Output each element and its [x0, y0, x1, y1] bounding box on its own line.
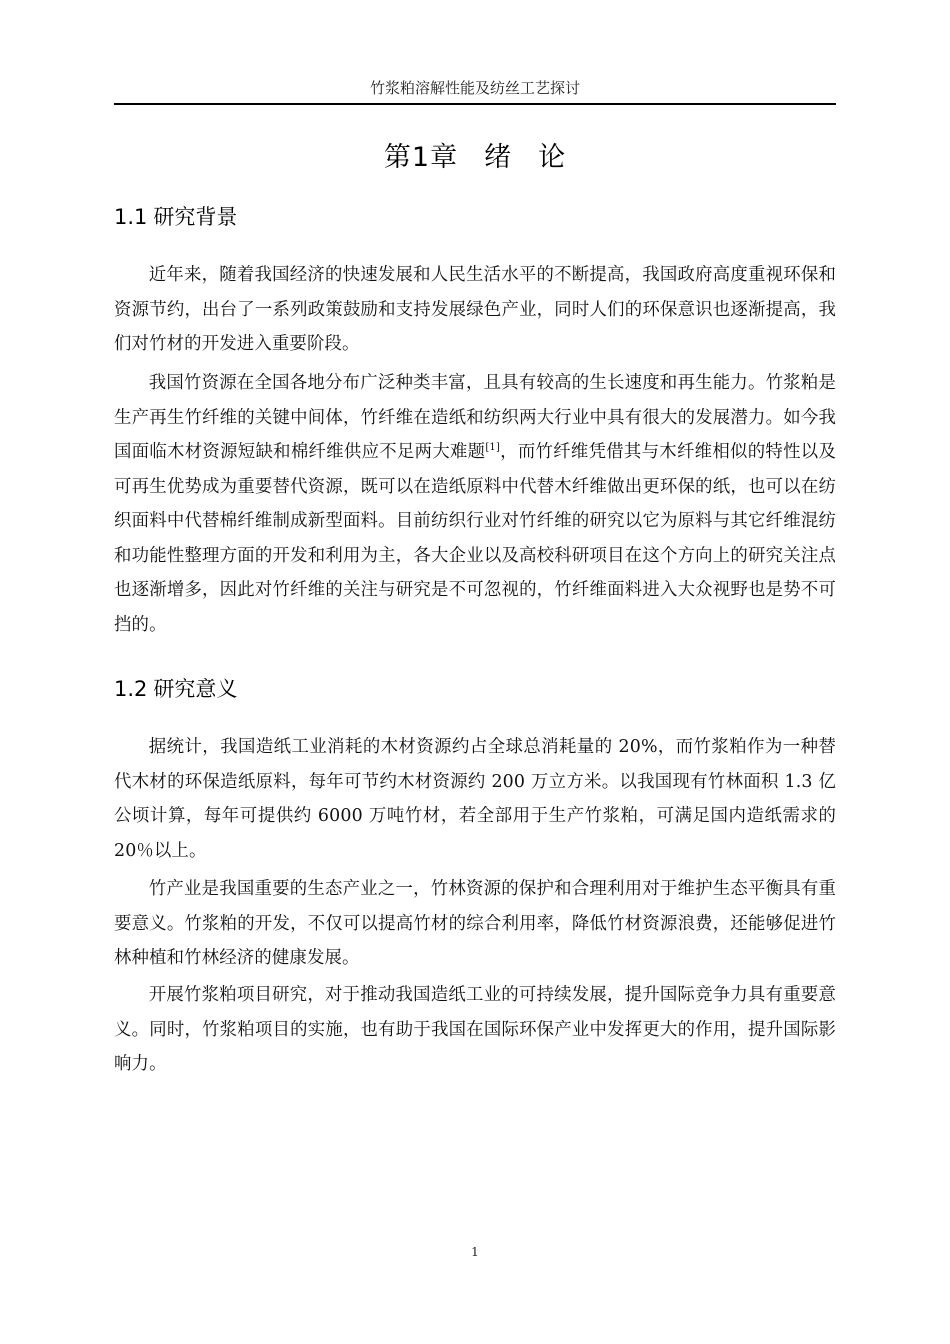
page-number: 1: [471, 1245, 479, 1259]
paragraph: 近年来，随着我国经济的快速发展和人民生活水平的不断提高，我国政府高度重视环保和资源节约，出台了一系列政策鼓励和支持发展绿色产业，同时人们的环保意识也逐渐提高，我们对竹材的开发进入重要阶段。: [114, 265, 836, 354]
paragraph: 开展竹浆粕项目研究，对于推动我国造纸工业的可持续发展，提升国际竞争力具有重要意义。同时，竹浆粕项目的实施，也有助于我国在国际环保产业中发挥更大的作用，提升国际影响力。: [114, 985, 836, 1074]
section-heading-significance: [114, 674, 836, 704]
section-heading-background: [114, 202, 836, 232]
chapter-title-part1: 绪: [484, 142, 513, 173]
citation-reference[interactable]: [1]: [485, 442, 500, 454]
paragraph-text: ，而竹纤维凭借其与木纤维相似的特性以及可再生优势成为重要替代资源，既可以在造纸原料中代替木纤维做出更环保的纸，也可以在纺织面料中代替棉纤维制成新型面料。目前纺织行业对竹纤维的研究以它为原料与其它纤维混纺和功能性整理方面的开发和利用为主，各大企业以及高校科研项目在这个方向上的研究关注点也逐渐增多，因此对竹纤维的关注与研究是不可忽视的，竹纤维面料进入大众视野也是势不可挡的。: [114, 442, 836, 635]
section-title: 研究意义: [153, 677, 238, 701]
paragraph: 竹产业是我国重要的生态产业之一，竹林资源的保护和合理利用对于维护生态平衡具有重要意义。竹浆粕的开发，不仅可以提高竹材的综合利用率，降低竹材资源浪费，还能够促进竹林种植和竹林经济的健康发展。: [114, 879, 836, 968]
section-number: 1.2: [114, 677, 148, 701]
chapter-title-part2: 论: [538, 142, 567, 173]
section-number: 1.1: [114, 205, 148, 229]
paragraph-text: 我国竹资源在全国各地分布广泛种类丰富，且具有较高的生长速度和再生能力。竹浆粕是生产再生竹纤维的关键中间体，竹纤维在造纸和纺织两大行业中具有很大的发展潜力。如今我国面临木材资源短缺和棉纤维供应不足两大难题: [114, 373, 836, 462]
chapter-title: [114, 138, 836, 178]
header-rule: [114, 103, 836, 105]
running-header: 竹浆粕溶解性能及纺丝工艺探讨: [369, 79, 580, 97]
paragraph: 据统计，我国造纸工业消耗的木材资源约占全球总消耗量的 20%，而竹浆粕作为一种替代木材的环保造纸原料，每年可节约木材资源约 200 万立方米。以我国现有竹林面积 1.3 亿公顷计算，每年可提供约 6000 万吨竹材，若全部用于生产竹浆粕，可满足国内造纸需求的 20％以上。: [114, 737, 836, 861]
section-title: 研究背景: [153, 205, 238, 229]
paragraph: [114, 366, 836, 642]
chapter-label: 第1章: [383, 142, 459, 173]
